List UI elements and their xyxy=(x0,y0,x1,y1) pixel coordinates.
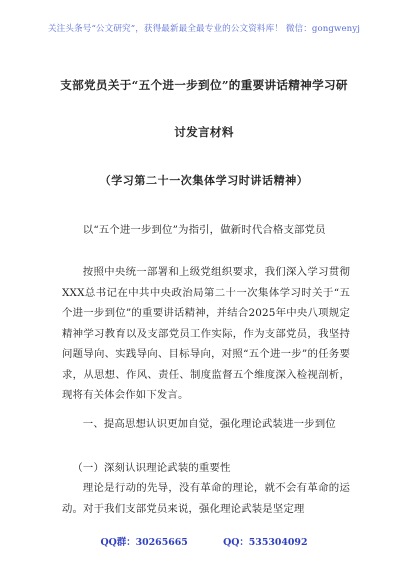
header-promo-note: 关注头条号“公文研究”，获得最新最全最专业的公文资料库！ 微信：gongwenyj xyxy=(47,24,361,34)
footer-contact xyxy=(0,534,408,548)
footer-qq-group: QQ群：30265665 xyxy=(100,537,188,548)
paragraph-theory: 理论是行动的先导，没有革命的理论，就不会有革命的运动。对于我们支部党员来说，强化理论武装是坚定理 xyxy=(62,482,350,515)
section-heading-1: 一、提高思想认识更加自觉，强化理论武装进一步到位 xyxy=(82,418,336,430)
paragraph-intro-heading: 以“五个进一步到位”为指引，做新时代合格支部党员 xyxy=(82,224,326,236)
document-title-line-1: 支部党员关于“五个进一步到位”的重要讲话精神学习研 xyxy=(60,78,348,92)
subsection-heading-1: （一）深刻认识理论武装的重要性 xyxy=(72,462,231,474)
document-subtitle: （学习第二十一次集体学习时讲话精神） xyxy=(99,174,309,187)
document-title-line-2: 讨发言材料 xyxy=(174,125,234,139)
footer-qq-number: QQ：535304092 xyxy=(223,537,308,548)
paragraph-main-body: 按照中央统一部署和上级党组织要求，我们深入学习贯彻XXX总书记在中共中央政治局第二十一次集体学习时关于“五个进一步到位”的重要讲话精神，并结合2025年中央八项规定精神学习教育以及支部党员工作实际，作为支部党员，我坚持问题导向、实践导向、目标导向，对照“五个进一步”的任务要求，从思想、作风、责任、制度监督五个维度深入检视剖析，现将有关体会作如下发言。 xyxy=(62,266,350,401)
